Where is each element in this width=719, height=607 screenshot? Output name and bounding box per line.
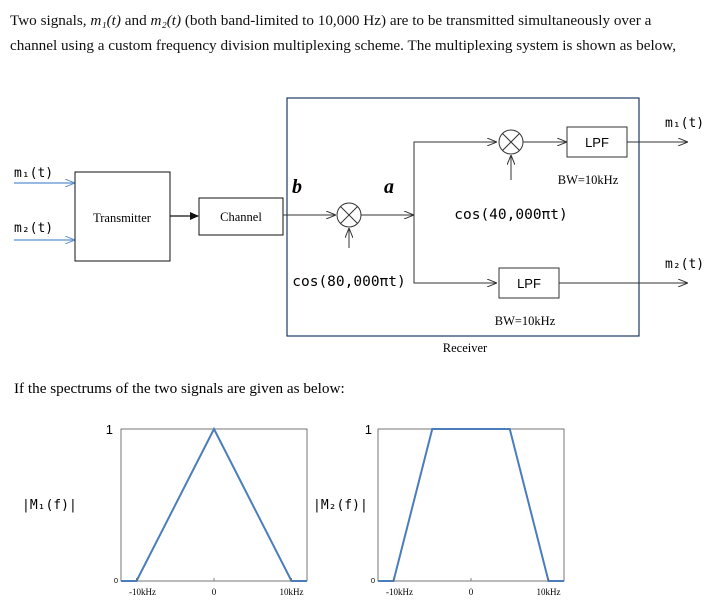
chart-m2-ytick-top: 1: [364, 422, 372, 437]
chart-2-xtick-label-0: -10kHz: [386, 587, 413, 597]
and-text: and: [120, 12, 151, 29]
upper-branch-line: [414, 142, 496, 215]
lower-branch-line: [414, 215, 496, 283]
chart-2-xtick-label-1: 0: [468, 587, 474, 597]
chart-1-xtick-label-1: 0: [211, 587, 217, 597]
input-m1-label: m₁(t): [14, 166, 54, 181]
chart-1-xtick-label-0: -10kHz: [129, 587, 156, 597]
bw-upper-label: BW=10kHz: [557, 173, 619, 187]
line1-prefix: Two signals,: [10, 12, 91, 29]
mixer-main: [337, 203, 361, 227]
carrier-main-label: cos(80,000πt): [292, 274, 406, 290]
transmitter-label: Transmitter: [93, 211, 151, 225]
output-m2-label: m₂(t): [665, 257, 705, 272]
mixer-upper: [499, 130, 523, 154]
chart-m2-ylabel: |M₂(f)|: [313, 498, 368, 513]
spectrum-line-1: [121, 429, 307, 581]
label-b: b: [292, 176, 302, 198]
spectrum-chart-m2: [313, 422, 564, 597]
carrier-upper-label: cos(40,000πt): [454, 207, 568, 223]
chart-2-xtick-label-2: 10kHz: [536, 587, 561, 597]
chart-m1-ytick-bottom: 0: [113, 576, 118, 585]
chart-m1-ytick-top: 1: [105, 422, 113, 437]
spectrum-chart-m1: [22, 422, 307, 597]
line2-text: channel using a custom frequency division multiplexing scheme. The multiplexing system is shown as below,: [10, 37, 677, 54]
channel-label: Channel: [220, 210, 262, 224]
bw-lower-label: BW=10kHz: [494, 314, 556, 328]
output-m1-label: m₁(t): [665, 116, 705, 131]
signal-m1-text: m₁(t): [90, 12, 121, 29]
signal-m2-text: m₂(t): [150, 12, 182, 29]
chart-m2-frame: [378, 429, 564, 581]
lpf-upper-label: LPF: [585, 135, 609, 150]
receiver-label: Receiver: [442, 341, 488, 355]
line1-suffix: (both band-limited to 10,000 Hz) are to be transmitted simultaneously over a: [181, 12, 652, 29]
input-m2-label: m₂(t): [14, 221, 54, 236]
chart-m1-ylabel: |M₁(f)|: [22, 498, 77, 513]
spectrum-intro: If the spectrums of the two signals are given as below:: [14, 380, 345, 397]
chart-1-xtick-label-2: 10kHz: [279, 587, 304, 597]
lpf-lower-label: LPF: [517, 276, 541, 291]
label-a: a: [384, 176, 394, 198]
chart-m2-ytick-bottom: 0: [370, 576, 375, 585]
spectrum-line-2: [378, 429, 564, 581]
